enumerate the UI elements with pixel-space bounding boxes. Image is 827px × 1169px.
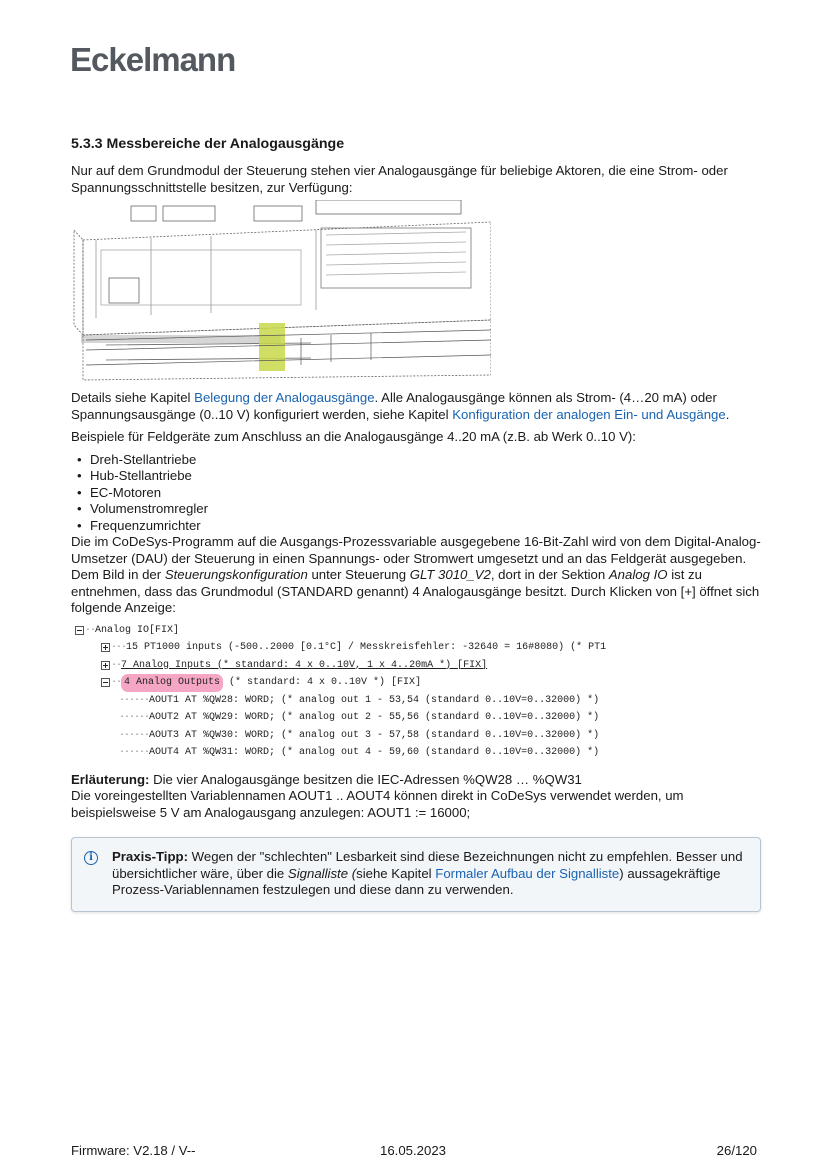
- field-device-list: [71, 452, 761, 535]
- expand-icon[interactable]: [101, 643, 110, 652]
- explanation-line2: Die voreingestellten Variablennamen AOUT1 .. AOUT4 können direkt in CoDeSys verwendet werden, um beispielsweise 5 V am Analogausgang anzulegen: AOUT1 := 16000;: [71, 788, 684, 820]
- eckelmann-logo: Eckelmann: [70, 41, 236, 78]
- tree-row-pt1000[interactable]: ··· 15 PT1000 inputs (-500..2000 [0.1°C] / Messkreisfehler: -32640 = 16#8080) (* PT1: [75, 639, 761, 657]
- link-belegung-analogausgaenge[interactable]: Belegung der Analogausgänge: [194, 390, 375, 405]
- tree-row-aout[interactable]: ······ AOUT4 AT %QW31: WORD; (* analog out 4 - 59,60 (standard 0..10V=0..32000) *): [119, 747, 600, 758]
- examples-intro: Beispiele für Feldgeräte zum Anschluss an die Analogausgänge 4..20 mA (z.B. ab Werk 0..10 V):: [71, 429, 636, 444]
- intro-paragraph: Nur auf dem Grundmodul der Steuerung stehen vier Analogausgänge für beliebige Aktoren, die eine Strom- oder Spannungsschnittstelle besitzen, zur Verfügung:: [71, 163, 728, 195]
- details-paragraph: Details siehe Kapitel Belegung der Analogausgänge. Alle Analogausgänge können als Strom- (4…20 mA) oder Spannungsausgänge (0..10 V) konfiguriert werden, siehe Kapitel Konfiguration der analogen Ein- und Ausgänge.: [71, 390, 730, 422]
- tree-row-analog-outputs[interactable]: ·· 4 Analog Outputs (* standard: 4 x 0..10V *) [FIX]: [75, 674, 761, 692]
- tree-row-aout[interactable]: ······ AOUT3 AT %QW30: WORD; (* analog out 3 - 57,58 (standard 0..10V=0..32000) *): [119, 729, 600, 741]
- tree-root-row[interactable]: ·· Analog IO[FIX]: [75, 622, 761, 640]
- collapse-icon[interactable]: [75, 626, 84, 635]
- section-title: 5.3.3 Messbereiche der Analogausgänge: [71, 136, 345, 152]
- dau-paragraph: Die im CoDeSys-Programm auf die Ausgangs-Prozessvariable ausgegebene 16-Bit-Zahl wird von dem Digital-Analog-Umsetzer (DAU) der Steuerung in einen Spannungs- oder Stromwert umgesetzt und an das Feldgerät ausgegeben.: [71, 534, 761, 566]
- config-paragraph: Dem Bild in der Steuerungskonfiguration unter Steuerung GLT 3010_V2, dort in der Sektion Analog IO ist zu entnehmen, dass das Grundmodul (STANDARD genannt) 4 Analogausgänge besitzt. Durch Klicken von [+] öffnet sich folgende Anzeige:: [71, 567, 760, 615]
- link-konfiguration-analoge-ein-ausgaenge[interactable]: Konfiguration der analogen Ein- und Ausgänge: [452, 406, 726, 422]
- analog-output-terminal-highlight: [259, 323, 285, 371]
- controller-device-illustration: [71, 200, 491, 383]
- footer-page-number: 26/120: [716, 1143, 757, 1158]
- list-item: • Hub-Stellantriebe: [90, 468, 761, 485]
- tree-row-aout[interactable]: ······ AOUT1 AT %QW28: WORD; (* analog out 1 - 53,54 (standard 0..10V=0..32000) *): [119, 694, 600, 706]
- info-icon: i: [84, 851, 98, 865]
- explanation-paragraph: Erläuterung: Die vier Analogausgänge besitzen die IEC-Adressen %QW28 … %QW31: [71, 771, 582, 787]
- list-item: • Frequenzumrichter: [90, 518, 761, 535]
- tree-row-analog-inputs[interactable]: ·· 7 Analog Inputs (* standard: 4 x 0..10V, 1 x 4..20mA *) [FIX]: [75, 657, 761, 675]
- tree-row-aout[interactable]: ······ AOUT2 AT %QW29: WORD; (* analog out 2 - 55,56 (standard 0..10V=0..32000) *): [119, 712, 600, 723]
- list-item: • Dreh-Stellantriebe: [90, 452, 761, 469]
- list-item: • EC-Motoren: [90, 485, 761, 502]
- collapse-icon[interactable]: [101, 678, 110, 687]
- analog-outputs-highlight: 4 Analog Outputs: [121, 674, 223, 692]
- document-body: [71, 136, 761, 912]
- footer-firmware: Firmware: V2.18 / V--: [71, 1143, 196, 1158]
- practice-tip-box: i Praxis-Tipp: Wegen der "schlechten" Lesbarkeit sind diese Bezeichnungen nicht zu empfehlen. Besser und übersichtlicher wäre, über die Signalliste (siehe Kapitel Formaler Aufbau der Signalliste) aussagekräftige Prozess-Variablennamen festzulegen und diese dann zu verwenden.: [71, 837, 761, 912]
- list-item: • Volumenstromregler: [90, 501, 761, 518]
- link-formaler-aufbau-signalliste[interactable]: Formaler Aufbau der Signalliste: [435, 865, 620, 881]
- config-tree: [75, 622, 761, 762]
- page-footer: [71, 1143, 757, 1160]
- footer-date: 16.05.2023: [380, 1143, 447, 1158]
- expand-icon[interactable]: [101, 661, 110, 670]
